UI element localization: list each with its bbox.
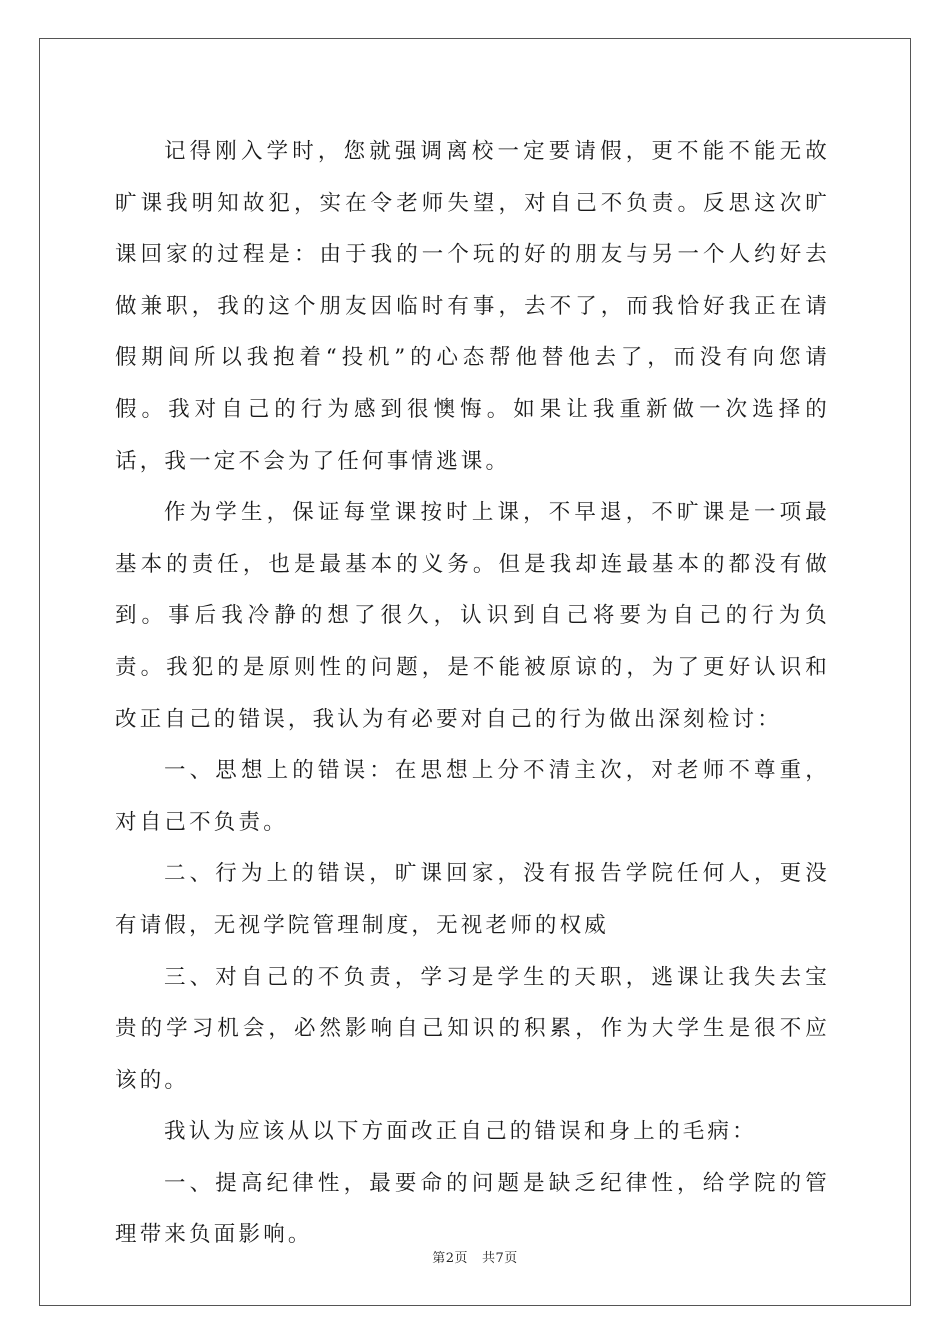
paragraph: 我认为应该从以下方面改正自己的错误和身上的毛病： xyxy=(164,1119,757,1145)
page-total: 共7页 xyxy=(481,1251,518,1266)
paragraph: 二、行为上的错误，旷课回家，没有报告学院任何人，更没有请假，无视学院管理制度，无视老师的权威 xyxy=(115,861,830,938)
page-number: 第2页 xyxy=(432,1251,469,1266)
document-body xyxy=(115,126,830,1261)
paragraph: 记得刚入学时，您就强调离校一定要请假，更不能不能无故旷课我明知故犯，实在令老师失望，对自己不负责。反思这次旷课回家的过程是：由于我的一个玩的好的朋友与另一个人约好去做兼职，我的这个朋友因临时有事，去不了，而我恰好我正在请假期间所以我抱着“投机”的心态帮他替他去了，而没有向您请假。我对自己的行为感到很懊悔。如果让我重新做一次选择的话，我一定不会为了任何事情逃课。 xyxy=(115,139,830,474)
paragraph: 三、对自己的不负责，学习是学生的天职，逃课让我失去宝贵的学习机会，必然影响自己知识的积累，作为大学生是很不应该的。 xyxy=(115,964,830,1093)
page-footer xyxy=(0,1247,950,1266)
paragraph: 作为学生，保证每堂课按时上课，不早退，不旷课是一项最基本的责任，也是最基本的义务。但是我却连最基本的都没有做到。事后我冷静的想了很久，认识到自己将要为自己的行为负责。我犯的是原则性的问题，是不能被原谅的，为了更好认识和改正自己的错误，我认为有必要对自己的行为做出深刻检讨： xyxy=(115,500,830,732)
paragraph: 一、思想上的错误：在思想上分不清主次，对老师不尊重，对自己不负责。 xyxy=(115,758,830,835)
paragraph: 一、提高纪律性，最要命的问题是缺乏纪律性，给学院的管理带来负面影响。 xyxy=(115,1170,830,1248)
